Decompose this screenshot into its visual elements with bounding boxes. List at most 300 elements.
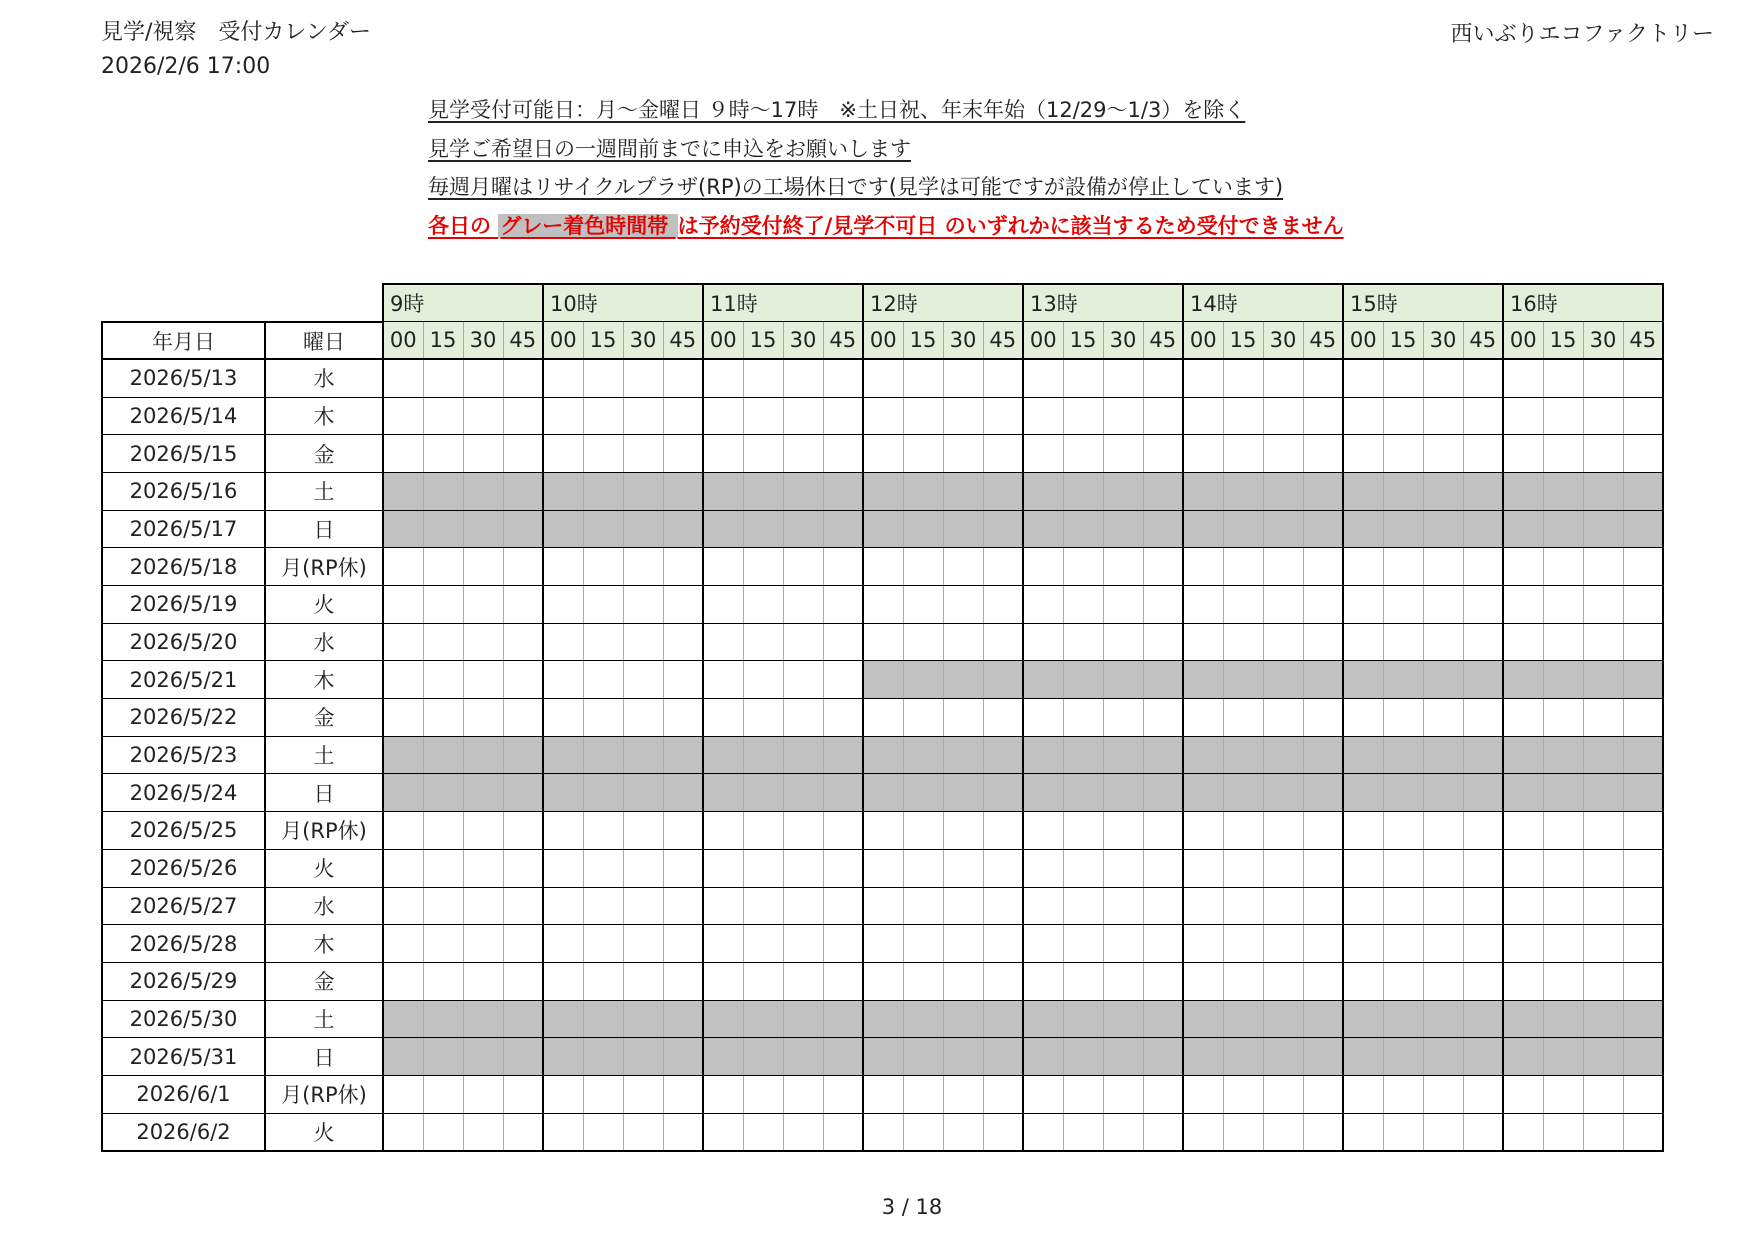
time-slot [383,699,423,737]
time-slot [943,925,983,963]
time-slot [463,925,503,963]
time-slot [703,623,743,661]
time-slot-unavailable [1183,1000,1223,1038]
time-slot [1263,962,1303,1000]
time-slot [503,1113,543,1151]
time-slot [1183,1113,1223,1151]
time-slot-unavailable [783,1038,823,1076]
time-slot [1183,548,1223,586]
date-column-header: 年月日 [102,322,265,360]
time-slot [463,397,503,435]
time-slot-unavailable [503,1038,543,1076]
time-slot [743,397,783,435]
time-slot [503,586,543,624]
time-slot [1023,887,1063,925]
time-slot [1183,397,1223,435]
time-slot [543,623,583,661]
time-slot [1543,397,1583,435]
time-slot [1303,887,1343,925]
facility-name: 西いぶりエコファクトリー [1450,22,1714,47]
time-slot [983,586,1023,624]
time-slot-unavailable [463,1000,503,1038]
time-slot-unavailable [583,774,623,812]
time-slot-unavailable [543,472,583,510]
time-slot-unavailable [423,510,463,548]
time-slot-unavailable [863,736,903,774]
time-slot [1343,925,1383,963]
time-slot-unavailable [903,774,943,812]
warning-prefix: 各日の [428,214,499,238]
time-slot [1183,962,1223,1000]
time-slot [783,812,823,850]
weekday-cell: 月(RP休) [265,812,383,850]
hour-header: 9時 [383,284,543,322]
time-slot-unavailable [423,736,463,774]
time-slot [1303,699,1343,737]
time-slot-unavailable [1223,1038,1263,1076]
time-slot [623,359,663,397]
note-grey-warning [428,210,1344,240]
time-slot [783,925,823,963]
time-slot [1183,925,1223,963]
time-slot [1503,397,1543,435]
time-slot-unavailable [1623,774,1663,812]
time-slot-unavailable [1583,510,1623,548]
time-slot [1463,962,1503,1000]
time-slot-unavailable [1383,1038,1423,1076]
time-slot [1423,812,1463,850]
time-slot [1143,699,1183,737]
time-slot [943,359,983,397]
minute-header: 15 [1063,322,1103,360]
calendar-row [102,962,1663,1000]
time-slot [1543,962,1583,1000]
time-slot-unavailable [1463,1000,1503,1038]
time-slot [1143,1113,1183,1151]
time-slot-unavailable [623,736,663,774]
time-slot [943,397,983,435]
time-slot [1063,1113,1103,1151]
minute-header: 00 [703,322,743,360]
time-slot [1343,359,1383,397]
time-slot [1343,699,1383,737]
time-slot [1623,586,1663,624]
time-slot [1583,812,1623,850]
time-slot [503,1075,543,1113]
time-slot [1463,925,1503,963]
calendar-row [102,1075,1663,1113]
time-slot [1583,1075,1623,1113]
time-slot-unavailable [663,472,703,510]
time-slot [503,397,543,435]
time-slot [1063,812,1103,850]
note-available-days: 見学受付可能日：月～金曜日 ９時～17時 ※土日祝、年末年始（12/29～1/3）を除く [428,98,1246,122]
time-slot-unavailable [1503,472,1543,510]
time-slot-unavailable [1383,736,1423,774]
date-cell: 2026/5/27 [102,887,265,925]
time-slot [1143,962,1183,1000]
time-slot [383,397,423,435]
time-slot-unavailable [983,1038,1023,1076]
time-slot-unavailable [423,472,463,510]
time-slot [743,661,783,699]
minute-header: 15 [1383,322,1423,360]
time-slot [703,1113,743,1151]
time-slot [1343,435,1383,473]
time-slot-unavailable [903,1000,943,1038]
time-slot [463,849,503,887]
time-slot [1263,435,1303,473]
time-slot [903,359,943,397]
time-slot [503,435,543,473]
time-slot [743,812,783,850]
time-slot [1223,359,1263,397]
time-slot [863,435,903,473]
time-slot [903,1113,943,1151]
time-slot [743,887,783,925]
time-slot-unavailable [1463,510,1503,548]
time-slot [1623,962,1663,1000]
time-slot [1223,1113,1263,1151]
time-slot [903,699,943,737]
time-slot [1503,1113,1543,1151]
time-slot [783,887,823,925]
time-slot [1423,699,1463,737]
time-slot [623,435,663,473]
weekday-cell: 金 [265,435,383,473]
time-slot [543,1075,583,1113]
time-slot [543,435,583,473]
time-slot [423,887,463,925]
time-slot [583,849,623,887]
time-slot [1263,397,1303,435]
time-slot-unavailable [1383,774,1423,812]
date-cell: 2026/5/14 [102,397,265,435]
time-slot [1423,1113,1463,1151]
time-slot [1423,586,1463,624]
time-slot-unavailable [1303,736,1343,774]
time-slot-unavailable [1503,774,1543,812]
time-slot [703,699,743,737]
calendar-row [102,661,1663,699]
time-slot-unavailable [1223,472,1263,510]
time-slot-unavailable [1543,1038,1583,1076]
time-slot [983,435,1023,473]
time-slot [1303,397,1343,435]
time-slot [1103,887,1143,925]
time-slot [503,699,543,737]
time-slot [1063,849,1103,887]
time-slot-unavailable [1063,774,1103,812]
time-slot [1423,397,1463,435]
minute-header: 30 [1263,322,1303,360]
date-cell: 2026/5/31 [102,1038,265,1076]
calendar-row [102,736,1663,774]
time-slot [1383,623,1423,661]
time-slot [1583,359,1623,397]
time-slot [583,548,623,586]
date-cell: 2026/5/26 [102,849,265,887]
time-slot [703,586,743,624]
time-slot [503,661,543,699]
time-slot-unavailable [823,472,863,510]
time-slot-unavailable [463,736,503,774]
time-slot [943,812,983,850]
time-slot [1423,849,1463,887]
time-slot [1543,359,1583,397]
time-slot-unavailable [663,736,703,774]
time-slot-unavailable [1023,1000,1063,1038]
time-slot-unavailable [1183,736,1223,774]
time-slot-unavailable [703,472,743,510]
time-slot-unavailable [903,736,943,774]
time-slot [1223,586,1263,624]
time-slot-unavailable [543,1000,583,1038]
calendar-row [102,510,1663,548]
time-slot [1063,925,1103,963]
time-slot-unavailable [1183,774,1223,812]
time-slot-unavailable [943,1038,983,1076]
time-slot [1583,435,1623,473]
time-slot-unavailable [623,472,663,510]
time-slot [783,849,823,887]
time-slot-unavailable [863,472,903,510]
time-slot-unavailable [863,774,903,812]
time-slot [1303,586,1343,624]
time-slot-unavailable [943,510,983,548]
time-slot [1223,812,1263,850]
time-slot [1383,359,1423,397]
time-slot-unavailable [1103,774,1143,812]
time-slot [1263,812,1303,850]
time-slot-unavailable [583,1000,623,1038]
time-slot [1423,887,1463,925]
time-slot [1463,397,1503,435]
time-slot [463,1075,503,1113]
time-slot-unavailable [863,661,903,699]
time-slot [943,623,983,661]
time-slot [1383,699,1423,737]
time-slot [383,359,423,397]
time-slot [1263,699,1303,737]
time-slot [1503,623,1543,661]
time-slot [983,1075,1023,1113]
time-slot-unavailable [1143,1038,1183,1076]
time-slot-unavailable [1543,1000,1583,1038]
time-slot [1103,1113,1143,1151]
time-slot-unavailable [1623,1000,1663,1038]
time-slot [783,435,823,473]
time-slot [1463,435,1503,473]
time-slot [1503,359,1543,397]
time-slot [743,359,783,397]
time-slot [703,435,743,473]
time-slot [1223,1075,1263,1113]
hour-header: 11時 [703,284,863,322]
calendar-row [102,849,1663,887]
time-slot [663,1075,703,1113]
time-slot [1223,699,1263,737]
time-slot-unavailable [663,510,703,548]
minute-header: 15 [903,322,943,360]
date-cell: 2026/5/24 [102,774,265,812]
time-slot [1303,548,1343,586]
time-slot [383,623,423,661]
minute-header: 00 [1503,322,1543,360]
weekday-cell: 水 [265,887,383,925]
time-slot [943,699,983,737]
minute-header: 45 [1463,322,1503,360]
time-slot [823,661,863,699]
time-slot-unavailable [1023,472,1063,510]
time-slot [463,623,503,661]
time-slot [1263,925,1303,963]
time-slot [423,1113,463,1151]
time-slot-unavailable [1423,661,1463,699]
time-slot [703,661,743,699]
time-slot-unavailable [663,774,703,812]
time-slot [983,849,1023,887]
time-slot-unavailable [1303,1000,1343,1038]
time-slot-unavailable [383,736,423,774]
time-slot [1023,699,1063,737]
minute-header: 15 [583,322,623,360]
page-title: 見学/視察 受付カレンダー [101,20,371,45]
time-slot [943,887,983,925]
time-slot [463,887,503,925]
minute-header: 00 [1343,322,1383,360]
weekday-cell: 日 [265,1038,383,1076]
time-slot [1023,586,1063,624]
minute-header: 00 [383,322,423,360]
time-slot [1063,962,1103,1000]
time-slot [1583,623,1623,661]
time-slot [1583,1113,1623,1151]
time-slot-unavailable [1103,736,1143,774]
time-slot [1463,1113,1503,1151]
time-slot [783,548,823,586]
calendar-row [102,699,1663,737]
time-slot-unavailable [903,661,943,699]
page-indicator: 3 / 18 [881,1195,943,1219]
time-slot [1223,435,1263,473]
time-slot-unavailable [1303,1038,1343,1076]
time-slot [863,1113,903,1151]
time-slot-unavailable [543,774,583,812]
time-slot-unavailable [1063,472,1103,510]
time-slot [823,586,863,624]
minute-header: 45 [1303,322,1343,360]
time-slot-unavailable [623,774,663,812]
time-slot [983,359,1023,397]
time-slot [823,962,863,1000]
minute-header: 30 [1103,322,1143,360]
time-slot [543,397,583,435]
time-slot [663,699,703,737]
hour-header: 10時 [543,284,703,322]
time-slot [463,359,503,397]
time-slot-unavailable [1543,472,1583,510]
time-slot-unavailable [903,1038,943,1076]
time-slot-unavailable [1423,736,1463,774]
calendar-row [102,774,1663,812]
time-slot [1583,849,1623,887]
time-slot [1063,548,1103,586]
time-slot [1463,699,1503,737]
time-slot [423,849,463,887]
time-slot [1103,1075,1143,1113]
time-slot [383,1113,423,1151]
time-slot [903,887,943,925]
time-slot [1263,849,1303,887]
hour-header: 14時 [1183,284,1343,322]
time-slot [1183,359,1223,397]
time-slot [1583,962,1623,1000]
time-slot [623,586,663,624]
time-slot [463,1113,503,1151]
time-slot-unavailable [543,736,583,774]
time-slot [703,887,743,925]
time-slot [983,623,1023,661]
time-slot [1263,359,1303,397]
time-slot [743,699,783,737]
time-slot [783,586,823,624]
time-slot [583,962,623,1000]
time-slot [463,548,503,586]
time-slot [983,925,1023,963]
time-slot [1383,397,1423,435]
time-slot [543,962,583,1000]
time-slot [583,435,623,473]
time-slot-unavailable [1623,1038,1663,1076]
time-slot-unavailable [1463,661,1503,699]
time-slot-unavailable [1103,472,1143,510]
time-slot [1303,962,1343,1000]
time-slot [1103,397,1143,435]
time-slot [703,1075,743,1113]
time-slot [383,962,423,1000]
time-slot [1143,849,1183,887]
hour-header: 15時 [1343,284,1503,322]
time-slot [903,1075,943,1113]
time-slot-unavailable [1143,472,1183,510]
time-slot [1263,1075,1303,1113]
time-slot [903,586,943,624]
time-slot [1023,925,1063,963]
time-slot-unavailable [1583,472,1623,510]
time-slot [1263,586,1303,624]
date-cell: 2026/5/28 [102,925,265,963]
time-slot [1423,962,1463,1000]
time-slot [1583,925,1623,963]
time-slot [703,548,743,586]
time-slot [1343,812,1383,850]
calendar-row [102,472,1663,510]
time-slot [863,359,903,397]
minute-header: 45 [1623,322,1663,360]
time-slot [1623,1075,1663,1113]
time-slot [1543,699,1583,737]
time-slot-unavailable [1463,1038,1503,1076]
time-slot [583,1075,623,1113]
time-slot [1263,1113,1303,1151]
time-slot [903,623,943,661]
warning-grey-highlight: グレー着色時間帯 [500,214,676,238]
time-slot-unavailable [383,510,423,548]
time-slot [623,812,663,850]
time-slot-unavailable [1143,1000,1183,1038]
time-slot [1543,1113,1583,1151]
